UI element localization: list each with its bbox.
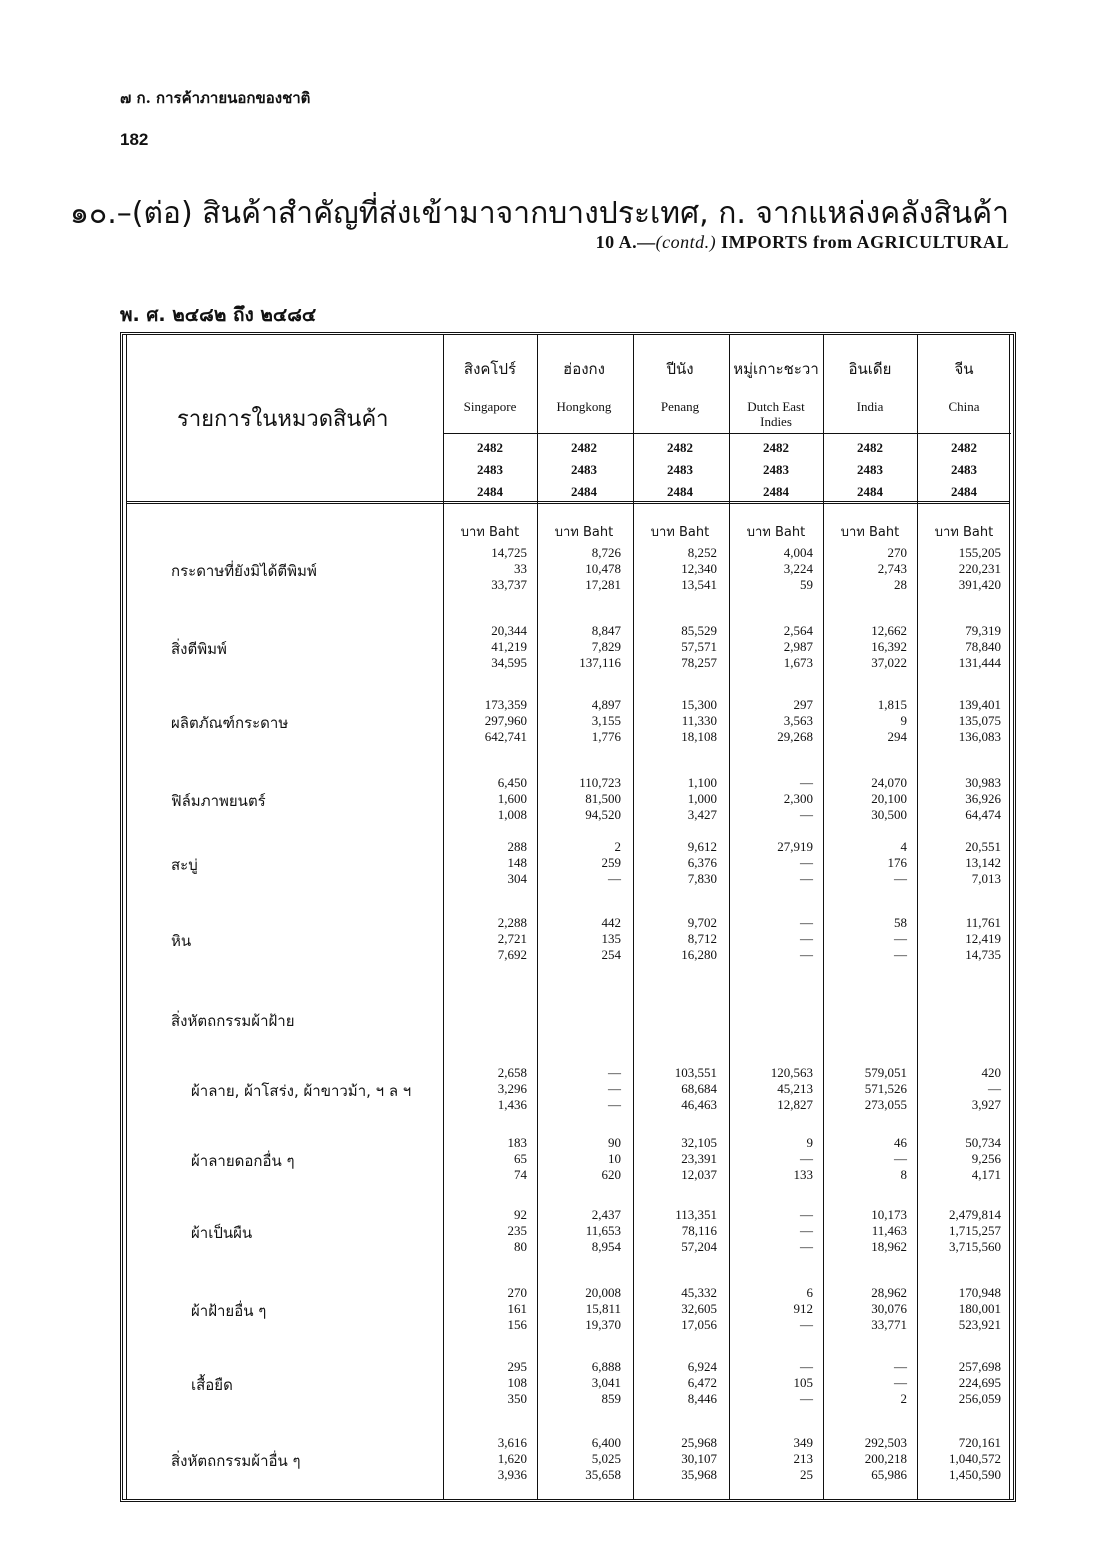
column-divider-body — [917, 503, 918, 1499]
table-cell: 349 213 25 — [793, 1435, 813, 1482]
table-cell: 6 912 — — [793, 1285, 813, 1332]
row-label: สะบู่ — [171, 856, 198, 874]
row-label: ผ้าเป็นผืน — [191, 1224, 253, 1242]
table-cell: — — — — [800, 1207, 813, 1254]
column-years: 2482 2483 2484 — [477, 440, 503, 499]
row-label: หิน — [171, 932, 192, 950]
column-years: 2482 2483 2484 — [857, 440, 883, 499]
table-cell: 1,815 9 294 — [877, 697, 907, 744]
column-header-thai: หมู่เกาะชะวา — [733, 360, 819, 378]
column-header-thai: ปีนัง — [666, 360, 694, 378]
years-rule — [443, 433, 1011, 434]
table-cell: 50,734 9,256 4,171 — [965, 1135, 1001, 1182]
unit-label: บาท Baht — [460, 525, 520, 540]
table-cell: 6,888 3,041 859 — [591, 1359, 621, 1406]
column-header-english: Hongkong — [556, 399, 612, 414]
table-cell: 442 135 254 — [601, 915, 621, 962]
column-header-english: Dutch East Indies — [747, 399, 805, 429]
table-cell: 90 10 620 — [601, 1135, 621, 1182]
period-label: พ. ศ. ๒๔๘๒ ถึง ๒๔๘๔ — [120, 304, 317, 326]
statistics-table — [120, 332, 1016, 1502]
column-header-english: Singapore — [463, 399, 517, 414]
column-divider-body — [823, 503, 824, 1499]
table-cell: 20,344 41,219 34,595 — [491, 623, 527, 670]
table-cell: 24,070 20,100 30,500 — [871, 775, 907, 822]
table-cell: 4 176 — — [887, 839, 907, 886]
table-cell: 15,300 11,330 18,108 — [681, 697, 717, 744]
table-cell: 720,161 1,040,572 1,450,590 — [949, 1435, 1001, 1482]
table-cell: 110,723 81,500 94,520 — [579, 775, 621, 822]
table-inner — [126, 335, 1010, 1499]
table-cell: 103,551 68,684 46,463 — [674, 1065, 717, 1112]
table-cell: 183 65 74 — [507, 1135, 527, 1182]
table-cell: 9,702 8,712 16,280 — [681, 915, 717, 962]
row-label: เสื้อยืด — [191, 1376, 233, 1394]
table-cell: 3,616 1,620 3,936 — [497, 1435, 527, 1482]
table-cell: 120,563 45,213 12,827 — [770, 1065, 813, 1112]
page-number: 182 — [120, 130, 149, 149]
table-cell: 85,529 57,571 78,257 — [681, 623, 717, 670]
table-cell: 155,205 220,231 391,420 — [958, 545, 1001, 592]
unit-label: บาท Baht — [554, 525, 614, 540]
table-cell: 10,173 11,463 18,962 — [871, 1207, 907, 1254]
table-cell: 58 — — — [894, 915, 907, 962]
table-cell: 12,662 16,392 37,022 — [871, 623, 907, 670]
row-label: ผ้าลายดอกอื่น ๆ — [191, 1152, 295, 1170]
table-cell: 292,503 200,218 65,986 — [864, 1435, 907, 1482]
table-cell: 4,004 3,224 59 — [783, 545, 813, 592]
table-cell: 79,319 78,840 131,444 — [958, 623, 1001, 670]
category-header: รายการในหมวดสินค้า — [177, 407, 389, 432]
column-years: 2482 2483 2484 — [571, 440, 597, 499]
column-divider-body — [537, 503, 538, 1499]
table-cell: 46 — 8 — [894, 1135, 907, 1182]
column-years: 2482 2483 2484 — [951, 440, 977, 499]
header-rule — [127, 501, 1009, 504]
table-cell: 32,105 23,391 12,037 — [681, 1135, 717, 1182]
table-cell: 139,401 135,075 136,083 — [958, 697, 1001, 744]
column-years: 2482 2483 2484 — [667, 440, 693, 499]
column-divider-body — [729, 503, 730, 1499]
table-cell: 30,983 36,926 64,474 — [965, 775, 1001, 822]
column-header-thai: ฮ่องกง — [563, 360, 605, 378]
row-label: สิ่งหัตถกรรมผ้าฝ้าย — [171, 1012, 295, 1030]
table-cell: — — — — [800, 915, 813, 962]
table-cell: 270 2,743 28 — [877, 545, 907, 592]
table-cell: — 105 — — [793, 1359, 813, 1406]
row-label: กระดาษที่ยังมิได้ตีพิมพ์ — [171, 562, 317, 580]
row-label: สิ่งหัตถกรรมผ้าอื่น ๆ — [171, 1452, 301, 1470]
title-en-rest: IMPORTS from AGRICULTURAL — [716, 232, 1009, 252]
table-cell: 92 235 80 — [507, 1207, 527, 1254]
table-cell: 11,761 12,419 14,735 — [965, 915, 1001, 962]
table-cell: 297 3,563 29,268 — [777, 697, 813, 744]
table-cell: 2,564 2,987 1,673 — [783, 623, 813, 670]
table-cell: 6,400 5,025 35,658 — [585, 1435, 621, 1482]
table-cell: 270 161 156 — [507, 1285, 527, 1332]
table-cell: 8,847 7,829 137,116 — [579, 623, 621, 670]
column-header-thai: สิงคโปร์ — [463, 360, 517, 378]
running-head: ๗ ก. การค้าภายนอกของชาติ — [120, 89, 311, 107]
table-cell: 2,437 11,653 8,954 — [585, 1207, 621, 1254]
table-cell: — — 2 — [894, 1359, 907, 1406]
table-cell: 6,450 1,600 1,008 — [497, 775, 527, 822]
unit-label: บาท Baht — [840, 525, 900, 540]
table-cell: 295 108 350 — [507, 1359, 527, 1406]
table-cell: 8,252 12,340 13,541 — [681, 545, 717, 592]
table-cell: 25,968 30,107 35,968 — [681, 1435, 717, 1482]
unit-label: บาท Baht — [650, 525, 710, 540]
table-cell: 113,351 78,116 57,204 — [675, 1207, 717, 1254]
table-cell: 173,359 297,960 642,741 — [484, 697, 527, 744]
table-cell: 45,332 32,605 17,056 — [681, 1285, 717, 1332]
row-label: สิ่งตีพิมพ์ — [171, 640, 227, 658]
table-cell: 9,612 6,376 7,830 — [687, 839, 717, 886]
table-cell: 2,658 3,296 1,436 — [497, 1065, 527, 1112]
title-en-contd: (contd.) — [655, 232, 717, 252]
unit-label: บาท Baht — [746, 525, 806, 540]
table-cell: 9 — 133 — [793, 1135, 813, 1182]
table-cell: 579,051 571,526 273,055 — [864, 1065, 907, 1112]
column-header-english: China — [948, 399, 980, 414]
table-cell: 6,924 6,472 8,446 — [687, 1359, 717, 1406]
table-cell: — — — — [608, 1065, 621, 1112]
column-divider-body — [633, 503, 634, 1499]
table-cell: 288 148 304 — [507, 839, 527, 886]
table-cell: 28,962 30,076 33,771 — [871, 1285, 907, 1332]
row-label: ผ้าฝ้ายอื่น ๆ — [191, 1302, 267, 1320]
column-header-thai: อินเดีย — [848, 360, 892, 378]
table-cell: 20,551 13,142 7,013 — [965, 839, 1001, 886]
table-cell: 420 — 3,927 — [971, 1065, 1001, 1112]
table-title-english — [596, 232, 1009, 253]
title-en-prefix: 10 A.— — [595, 232, 656, 252]
table-cell: 170,948 180,001 523,921 — [958, 1285, 1001, 1332]
table-cell: 14,725 33 33,737 — [491, 545, 527, 592]
column-header-english: Penang — [660, 399, 700, 414]
table-cell: 1,100 1,000 3,427 — [687, 775, 717, 822]
table-cell: 2,479,814 1,715,257 3,715,560 — [949, 1207, 1001, 1254]
row-label: ผลิตภัณฑ์กระดาษ — [171, 714, 289, 732]
table-cell: 8,726 10,478 17,281 — [585, 545, 621, 592]
row-label: ผ้าลาย, ผ้าโสร่ง, ผ้าขาวม้า, ฯ ล ฯ — [191, 1082, 412, 1100]
column-years: 2482 2483 2484 — [763, 440, 789, 499]
table-cell: 2 259 — — [601, 839, 621, 886]
table-cell: 257,698 224,695 256,059 — [958, 1359, 1001, 1406]
row-label: ฟิล์มภาพยนตร์ — [171, 792, 266, 810]
column-header-thai: จีน — [954, 360, 974, 378]
table-cell: — 2,300 — — [783, 775, 813, 822]
column-header-english: India — [856, 399, 884, 414]
table-cell: 4,897 3,155 1,776 — [591, 697, 621, 744]
table-cell: 2,288 2,721 7,692 — [497, 915, 527, 962]
table-cell: 27,919 — — — [777, 839, 813, 886]
table-title-thai: ๑๐.–(ต่อ) สินค้าสำคัญที่ส่งเข้ามาจากบางประเทศ, ก. จากแหล่งคลังสินค้า — [69, 196, 1009, 231]
column-divider-body — [443, 503, 444, 1499]
table-cell: 20,008 15,811 19,370 — [585, 1285, 621, 1332]
unit-label: บาท Baht — [934, 525, 994, 540]
